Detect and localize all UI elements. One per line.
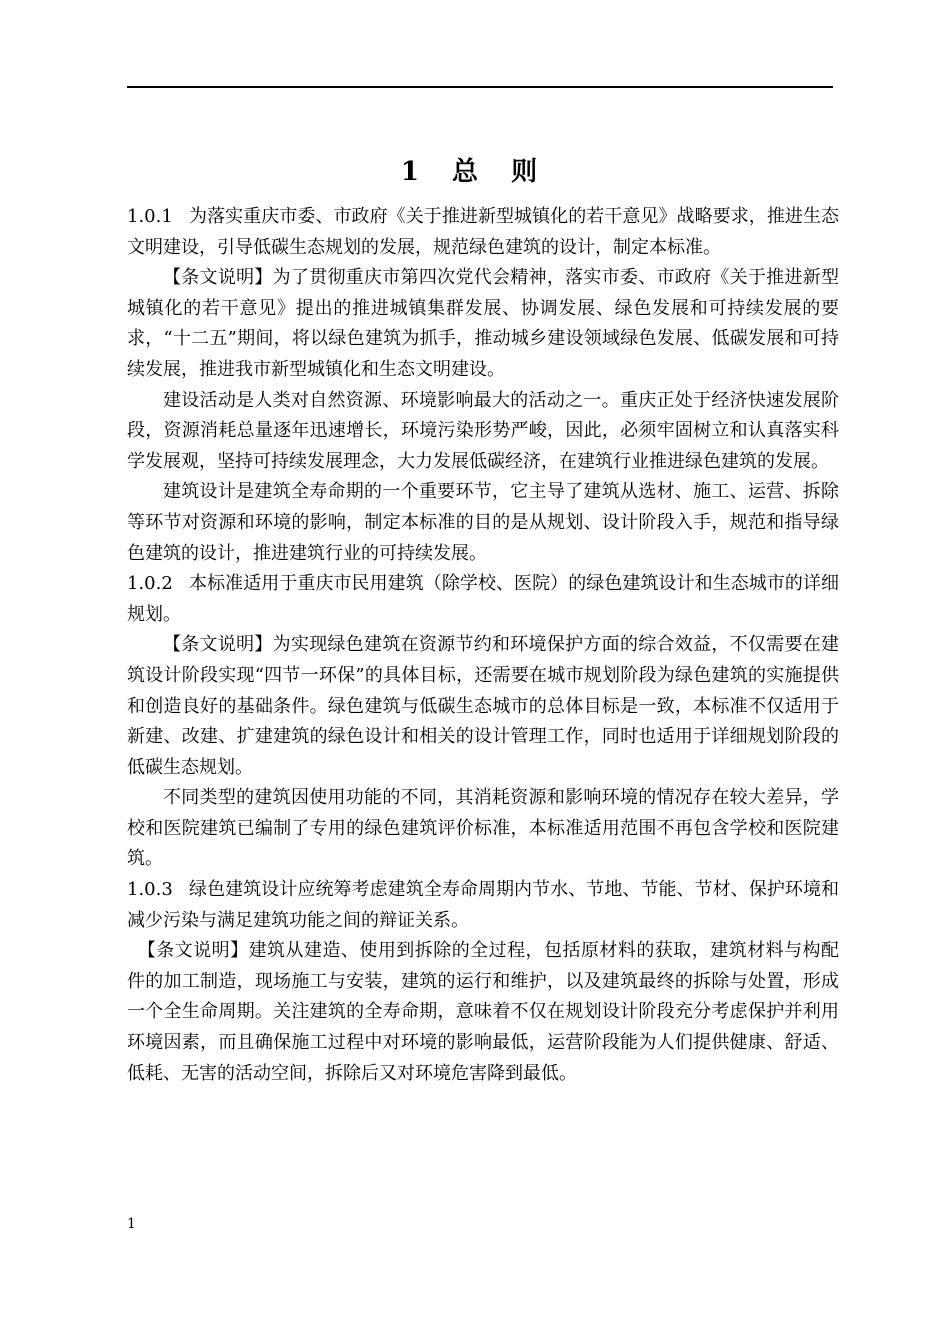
clause-explanation: 【条文说明】为了贯彻重庆市第四次党代会精神，落实市委、市政府《关于推进新型城镇化的若干意见》提出的推进城镇集群发展、协调发展、绿色发展和可持续发展的要求，“十二五”期间，将以绿色建筑为抓手，推动城乡建设领域绿色发展、低碳发展和可持续发展，推进我市新型城镇化和生态文明建设。	[127, 267, 839, 380]
clause-text: 本标准适用于重庆市民用建筑（除学校、医院）的绿色建筑设计和生态城市的详细规划。	[127, 573, 839, 625]
clause-number: 1.0.1	[127, 206, 173, 227]
header-rule	[127, 86, 833, 88]
explanation-paragraph: 不同类型的建筑因使用功能的不同，其消耗资源和影响环境的情况存在较大差异，学校和医院建筑已编制了专用的绿色建筑评价标准，本标准适用范围不再包含学校和医院建筑。	[127, 787, 839, 870]
clause-number: 1.0.2	[127, 573, 173, 595]
clause-1-0-2	[127, 569, 839, 630]
page-number: 1	[127, 1216, 136, 1232]
clause-explanation: 【条文说明】为实现绿色建筑在资源节约和环境保护方面的综合效益，不仅需要在建筑设计阶段实现“四节一环保”的具体目标，还需要在城市规划阶段为绿色建筑的实施提供和创造良好的基础条件。绿色建筑与低碳生态城市的总体目标是一致，本标准不仅适用于新建、改建、扩建建筑的绿色设计和相关的设计管理工作，同时也适用于详细规划阶段的低碳生态规划。	[127, 634, 839, 778]
clause-number: 1.0.3	[127, 879, 173, 901]
document-body	[127, 202, 839, 1089]
chapter-heading: 1 总 则	[400, 157, 550, 187]
clause-1-0-1	[127, 202, 839, 263]
clause-text: 绿色建筑设计应统筹考虑建筑全寿命周期内节水、节地、节能、节材、保护环境和减少污染与满足建筑功能之间的辩证关系。	[127, 879, 839, 931]
clause-1-0-3	[127, 875, 839, 936]
explanation-paragraph: 建筑设计是建筑全寿命期的一个重要环节，它主导了建筑从选材、施工、运营、拆除等环节对资源和环境的影响，制定本标准的目的是从规划、设计阶段入手，规范和指导绿色建筑的设计，推进建筑行业的可持续发展。	[127, 481, 839, 564]
clause-text: 为落实重庆市委、市政府《关于推进新型城镇化的若干意见》战略要求，推进生态文明建设，引导低碳生态规划的发展，规范绿色建筑的设计，制定本标准。	[127, 206, 839, 258]
clause-explanation: 【条文说明】建筑从建造、使用到拆除的全过程，包括原材料的获取，建筑材料与构配件的加工制造，现场施工与安装，建筑的运行和维护，以及建筑最终的拆除与处置，形成一个全生命周期。关注建筑的全寿命期，意味着不仅在规划设计阶段充分考虑保护并利用环境因素，而且确保施工过程中对环境的影响最低，运营阶段能为人们提供健康、舒适、低耗、无害的活动空间，拆除后又对环境危害降到最低。	[127, 940, 839, 1084]
explanation-paragraph: 建设活动是人类对自然资源、环境影响最大的活动之一。重庆正处于经济快速发展阶段，资源消耗总量逐年迅速增长，环境污染形势严峻，因此，必须牢固树立和认真落实科学发展观，坚持可持续发展理念，大力发展低碳经济，在建筑行业推进绿色建筑的发展。	[127, 389, 839, 472]
